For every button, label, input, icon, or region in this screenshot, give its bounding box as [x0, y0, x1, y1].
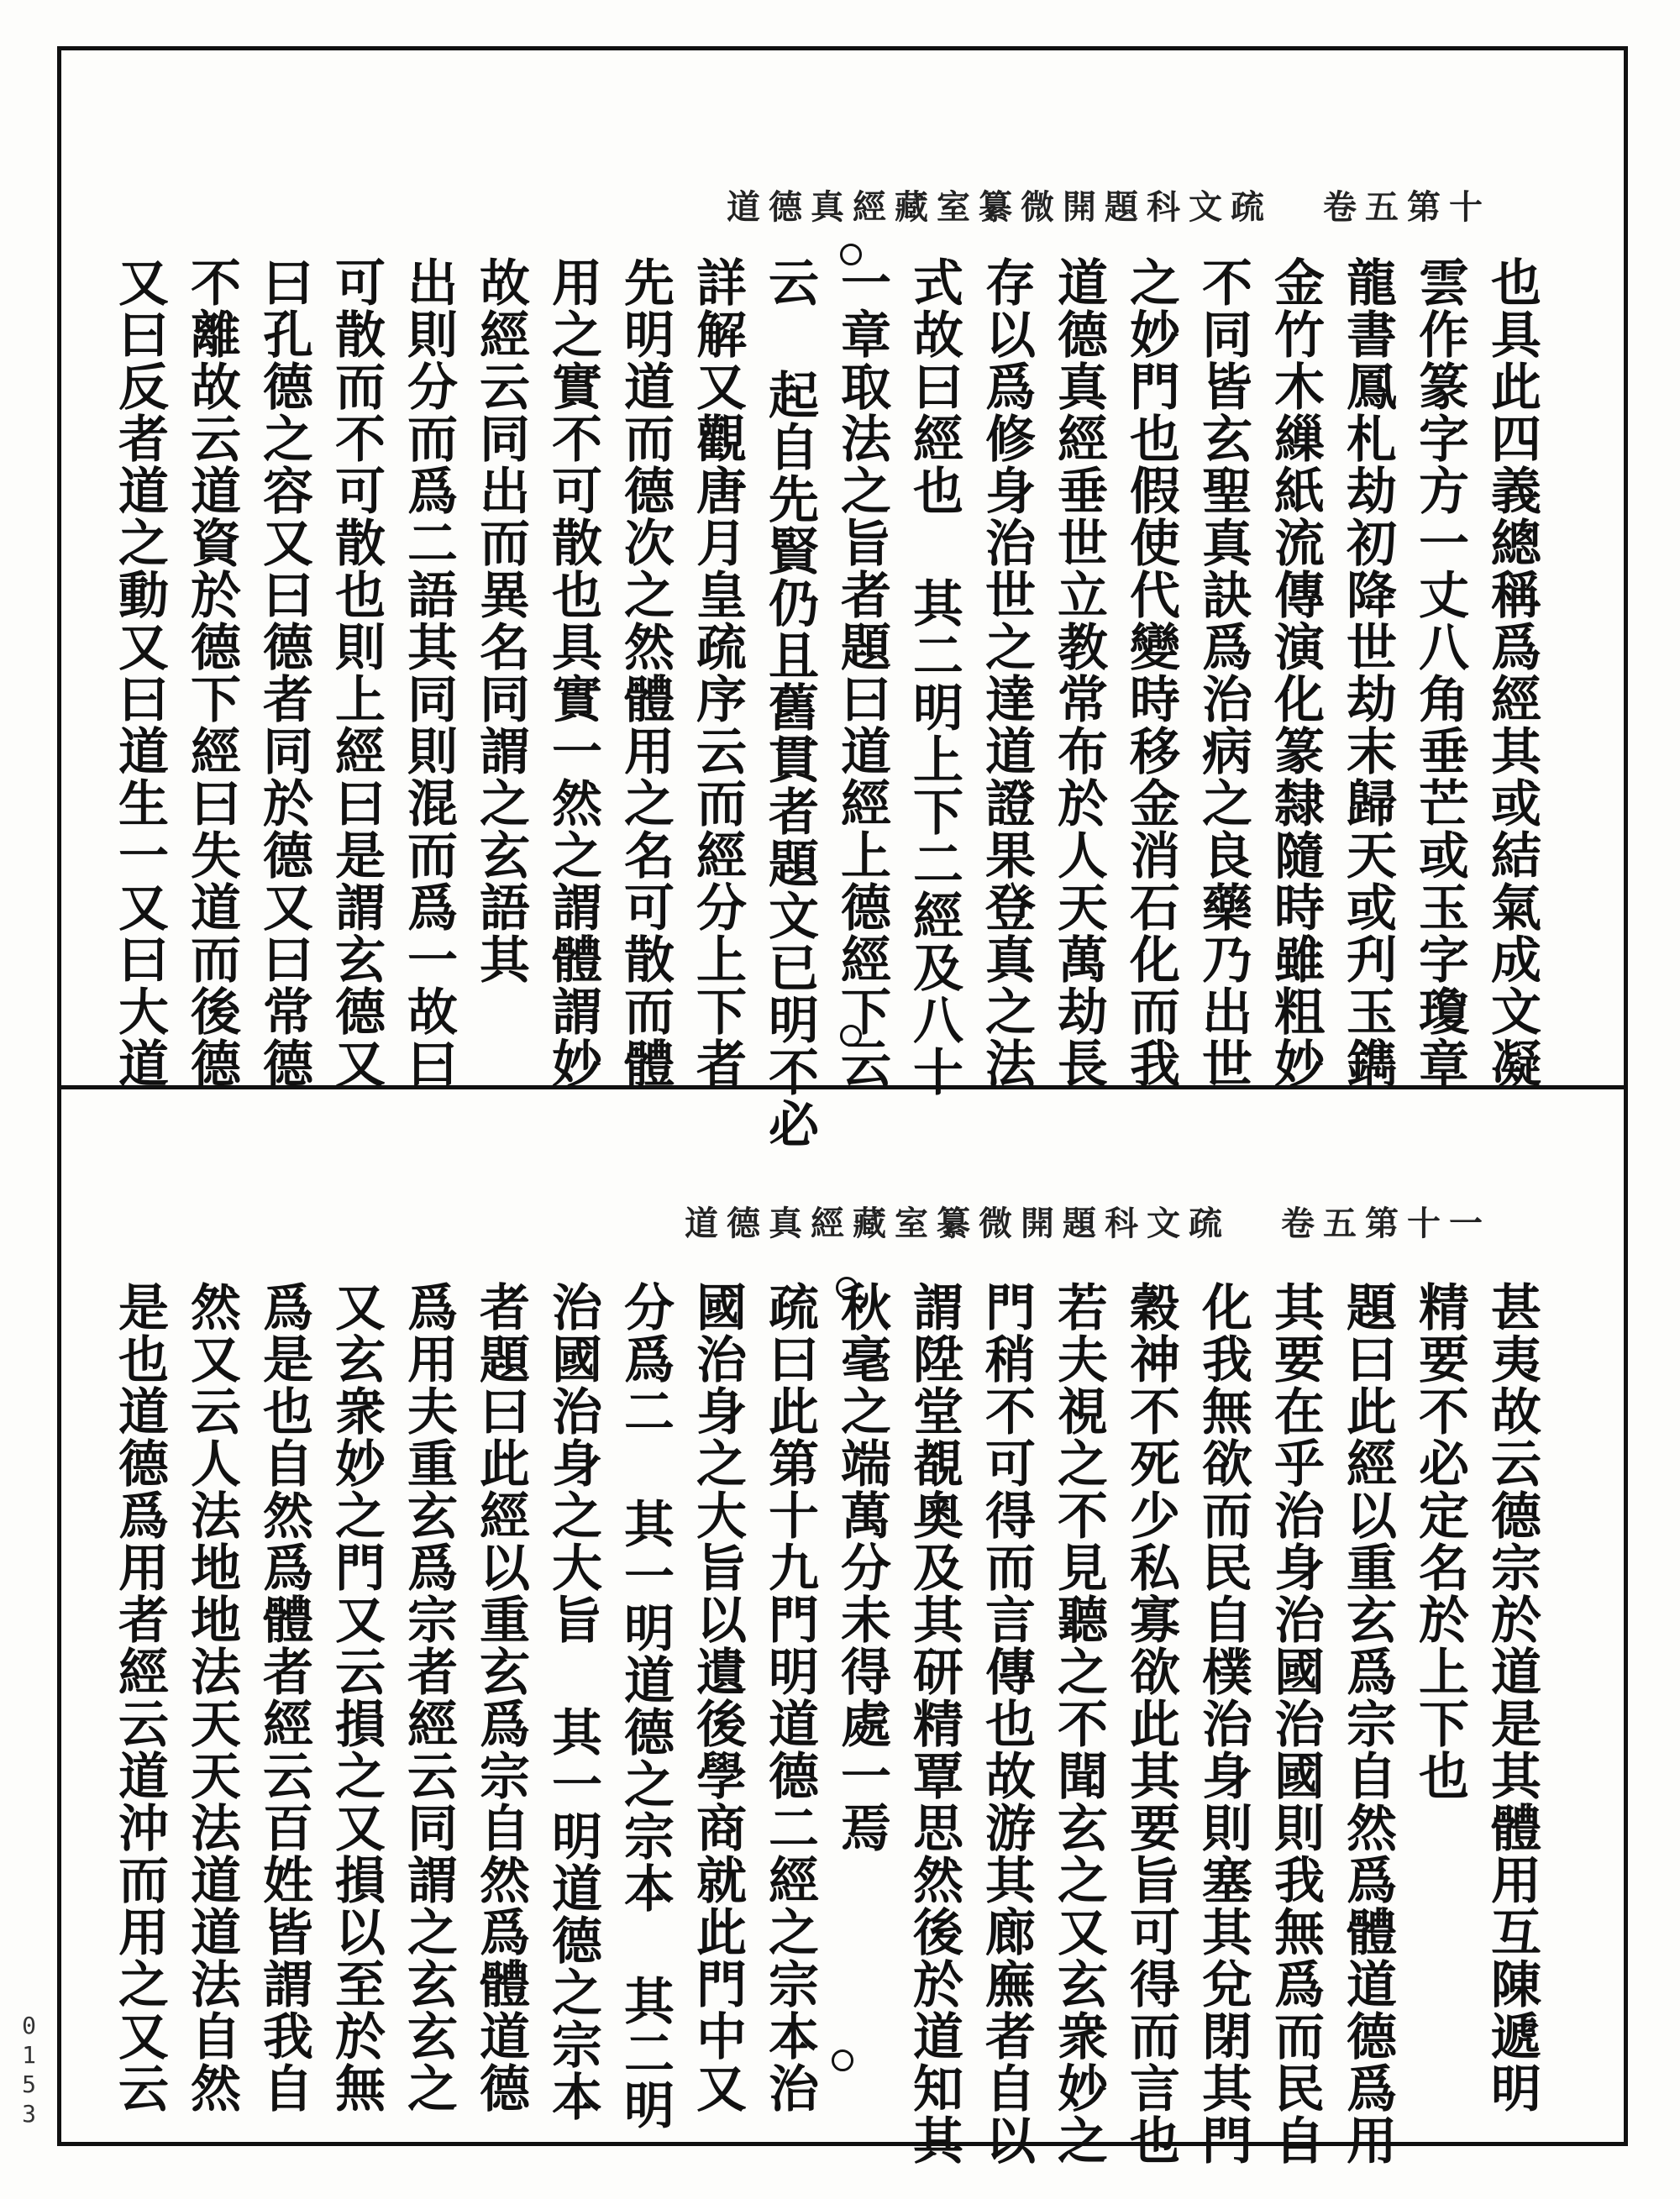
circle-marker [836, 1277, 858, 1299]
text-column: 曰孔德之容又曰德者同於德又曰常德 [255, 256, 313, 1089]
top-header-section: 卷五第十 [1323, 187, 1491, 227]
text-column: 甚夷故云德宗於道是其體用互陳遞明 [1483, 1281, 1541, 2114]
text-column: 出則分而爲二語其同則混而爲一故曰 [399, 256, 458, 1089]
text-column: 爲是也自然爲體者經云百姓皆謂我自 [255, 1281, 313, 2114]
circle-marker [840, 1025, 862, 1047]
text-column: 又曰反者道之動又曰道生一又曰大道 [110, 256, 169, 1089]
text-column: 云 起自先賢仍且舊貫者題文已明不必 [760, 256, 819, 1150]
bottom-header-section: 卷五第十一 [1281, 1204, 1491, 1243]
text-column: 秋毫之端萬分未得處一焉 [832, 1281, 891, 1854]
text-column: 國治身之大旨以遺後學商就此門中又 [688, 1281, 747, 2114]
text-column: 爲用夫重玄爲宗者經云同謂之玄玄之 [399, 1281, 458, 2114]
text-column: 疏曰此第十九門明道德二經之宗本治 [760, 1281, 819, 2114]
text-column: 金竹木繅紙流傳演化篆隸隨時雖粗妙 [1266, 256, 1325, 1089]
page-number: 0153 [15, 2012, 43, 2129]
text-column: 龍書鳳札劫初降世劫末歸天或刋玉鐫 [1338, 256, 1397, 1089]
text-column: 不離故云道資於德下經曰失道而後德 [182, 256, 241, 1089]
bottom-running-header [685, 1197, 1491, 1245]
text-column: 不同皆玄聖真訣爲治病之良藥乃出世 [1194, 256, 1252, 1089]
circle-marker [832, 2049, 853, 2071]
text-column: 用之實不可散也具實一然之謂體謂妙 [543, 256, 602, 1089]
text-column: 之妙門也假使代變時移金消石化而我 [1121, 256, 1180, 1089]
text-column: 一章取法之旨者題曰道經上德經下云 [832, 256, 891, 1089]
text-column: 其要在乎治身治國治國則我無爲而民自 [1266, 1281, 1325, 2166]
text-column: 然又云人法地地法天天法道道法自然 [182, 1281, 241, 2114]
top-running-header [727, 181, 1491, 228]
text-column: 式故曰經也 其二明上下二經及八十 [905, 256, 963, 1098]
text-column: 雲作篆字方一丈八角垂芒或玉字瓊章 [1410, 256, 1469, 1089]
text-column: 者題曰此經以重玄爲宗自然爲體道德 [471, 1281, 530, 2114]
text-column: 是也道德爲用者經云道沖而用之又云 [110, 1281, 169, 2114]
circle-marker [840, 244, 862, 265]
bottom-header-title: 道德真經藏室纂微開題科文疏 [685, 1204, 1231, 1243]
text-column: 可散而不可散也則上經曰是謂玄德又 [327, 256, 386, 1089]
text-column: 道德真經垂世立教常布於人天萬劫長 [1049, 256, 1108, 1089]
text-column: 故經云同出而異名同謂之玄語其 [471, 256, 530, 985]
text-column: 穀神不死少私寡欲此其要旨可得而言也 [1121, 1281, 1180, 2166]
text-column: 分爲二 其一明道德之宗本 其二明 [616, 1281, 675, 2131]
text-column: 存以爲修身治世之達道證果登真之法 [977, 256, 1036, 1089]
text-column: 也具此四義總稱爲經其或結氣成文凝 [1483, 256, 1541, 1089]
text-column: 治國治身之大旨 其一明道德之宗本 [543, 1281, 602, 2123]
text-column: 詳解又觀唐月皇疏序云而經分上下者 [688, 256, 747, 1089]
top-header-title: 道德真經藏室纂微開題科文疏 [727, 187, 1273, 227]
text-column: 先明道而德次之然體用之名可散而體 [616, 256, 675, 1089]
text-column: 又玄衆妙之門又云損之又損以至於無 [327, 1281, 386, 2114]
text-column: 若夫視之不見聽之不聞玄之又玄衆妙之 [1049, 1281, 1108, 2166]
text-column: 謂陞堂覩奧及其研精覃思然後於道知其 [905, 1281, 963, 2166]
text-column: 化我無欲而民自樸治身則塞其兌閉其門 [1194, 1281, 1252, 2166]
text-column: 門稍不可得而言傳也故游其廊廡者自以 [977, 1281, 1036, 2166]
text-column: 精要不必定名於上下也 [1410, 1281, 1469, 1802]
text-column: 題曰此經以重玄爲宗自然爲體道德爲用 [1338, 1281, 1397, 2166]
